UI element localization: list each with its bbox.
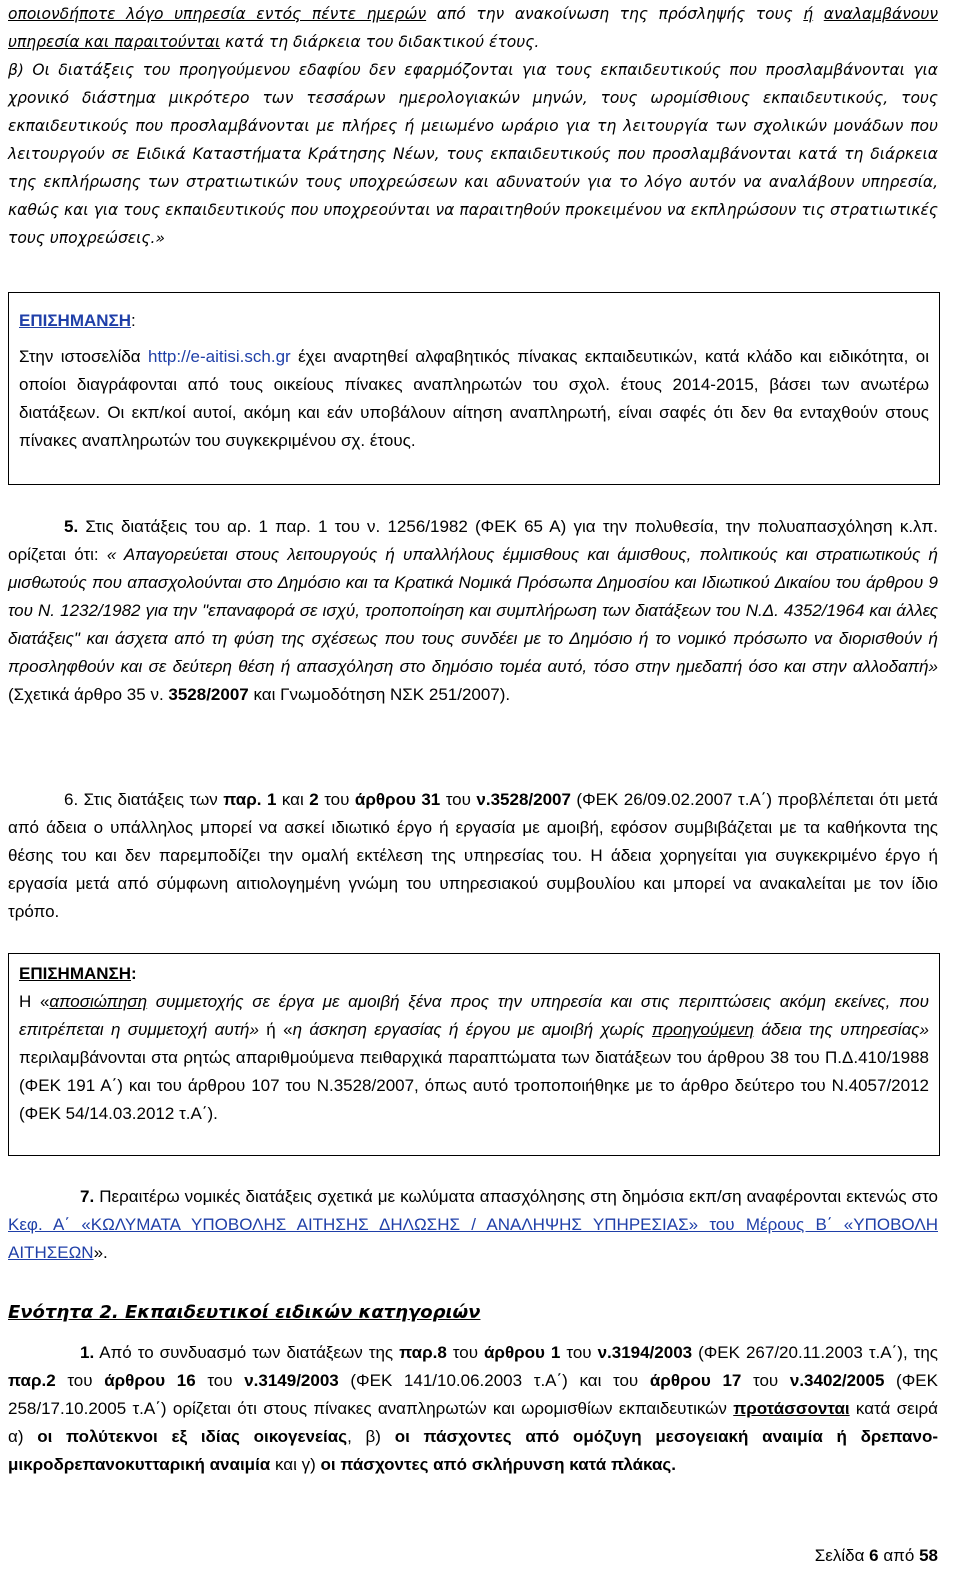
item-number: 1. xyxy=(80,1343,95,1362)
paragraph-b-body: β) Οι διατάξεις του προηγούμενου εδαφίου δεν εφαρμόζονται για τους εκπαιδευτικούς που προσλαμβάνονται για χρονικό διάστημα μικρότερο των τεσσάρων ημερολογιακών μηνών, τους ωρομίσθιους εκπαιδευτικούς, τους εκπαιδευτικούς που προσλαμβάνονται με πλήρες ή μειωμένο ωράριο για τη λειτουργία των σχολικών μονάδων που λειτουργούν σε Ειδικά Καταστήματα Κράτησης Νέων, τους εκπαιδευτικούς που προσλαμβάνονται κατά τη διάρκεια της εκπλήρωσης των στρατιωτικών τους υποχρεώσεων και αδυνατούν για το λόγο αυτόν να αναλάβουν υπηρεσία, καθώς και για τους εκπαιδευτικούς που υποχρεούνται να παραιτηθούν προκειμένου να εκπληρώσουν τις στρατιωτικές τους υποχρεώσεις.» xyxy=(8,61,938,247)
text-span: του xyxy=(560,1343,598,1362)
underlined-text: ή xyxy=(803,5,814,23)
section-2-paragraph-1 xyxy=(8,1339,938,1479)
notice-title: ΕΠΙΣΗΜΑΝΣΗ xyxy=(19,311,132,330)
notice-1-text xyxy=(19,343,929,455)
item-5-text xyxy=(8,513,938,709)
text-span: του xyxy=(741,1371,790,1390)
item-5 xyxy=(8,513,938,709)
text-span: ή « xyxy=(258,1020,293,1039)
bold-underlined-text: προτάσσονται xyxy=(733,1399,850,1418)
bold-text: οι πολύτεκνοι εξ ιδίας οικογενείας xyxy=(37,1427,348,1446)
footer-label: Σελίδα xyxy=(814,1546,870,1565)
bold-text: άρθρου 1 xyxy=(483,1343,561,1362)
text-span: (ΦΕΚ 267/20.11.2003 τ.Α΄), της xyxy=(692,1343,939,1362)
item-7 xyxy=(8,1183,938,1267)
bold-text: παρ. 1 xyxy=(223,790,277,809)
footer-of: από xyxy=(878,1546,920,1565)
text-span: του xyxy=(440,790,477,809)
page-number: 6 xyxy=(869,1546,879,1565)
item-6 xyxy=(8,786,938,926)
text-span: του xyxy=(318,790,355,809)
text-span: του xyxy=(195,1371,245,1390)
notice-box-2 xyxy=(8,953,940,1156)
bold-text: ν.3149/2003 xyxy=(244,1371,339,1390)
text-span: (ΦΕΚ 258/17.10.2005 τ.Α΄) ορίζεται ότι στους πίνακες αναπληρωτών και ωρομισθίων εκπαιδευτικών xyxy=(8,1371,938,1418)
chapter-a-link[interactable]: Κεφ. Α΄ «ΚΩΛΥΜΑΤΑ ΥΠΟΒΟΛΗΣ ΑΙΤΗΣΗΣ ΔΗΛΩΣΗΣ / ΑΝΑΛΗΨΗΣ ΥΠΗΡΕΣΙΑΣ» του Μέρους Β΄ «ΥΠΟΒΟΛΗ ΑΙΤΗΣΕΩΝ xyxy=(8,1215,938,1262)
notice-2-text xyxy=(19,988,929,1128)
text-span: του xyxy=(446,1343,484,1362)
bold-text: άρθρου 31 xyxy=(354,790,441,809)
item-number: 5. xyxy=(64,517,79,536)
text-span: κατά σειρά α) xyxy=(8,1399,938,1446)
text-span: Περαιτέρω νομικές διατάξεις σχετικά με κωλύματα απασχόλησης στη δημόσια εκπ/ση αναφέρονται εκτενώς στο xyxy=(94,1187,938,1206)
text-span: κατά τη διάρκεια του διδακτικού έτους. xyxy=(220,33,540,51)
notice-heading xyxy=(19,960,929,988)
bold-text: 2 xyxy=(309,790,319,809)
text-span: , β) xyxy=(347,1427,395,1446)
bold-text: άρθρου 17 xyxy=(649,1371,742,1390)
notice-box-1 xyxy=(8,292,940,485)
text-span: και γ) xyxy=(270,1455,321,1474)
text-span: (Σχετικά άρθρο 35 ν. xyxy=(8,685,169,704)
notice-heading xyxy=(19,307,929,335)
paragraph-b xyxy=(8,0,938,252)
text-span: και Γνωμοδότηση ΝΣΚ 251/2007). xyxy=(248,685,511,704)
e-aitisi-link[interactable]: http://e-aitisi.sch.gr xyxy=(148,347,291,366)
notice-colon: : xyxy=(131,964,137,983)
bold-text: 3528/2007 xyxy=(168,685,249,704)
italic-text: άδεια της υπηρεσίας» xyxy=(753,1020,929,1039)
notice-title: ΕΠΙΣΗΜΑΝΣΗ xyxy=(19,964,132,983)
text-span: Από το συνδυασμό των διατάξεων της xyxy=(94,1343,400,1362)
underlined-text: αναλαμβάνουν υπηρεσία και παραιτούνται xyxy=(8,5,938,51)
bold-text: οι πάσχοντες από σκλήρυνση κατά πλάκας. xyxy=(320,1455,676,1474)
text-span: Στην ιστοσελίδα xyxy=(19,347,149,366)
text-span: του xyxy=(55,1371,105,1390)
bold-text: ν.3528/2007 xyxy=(476,790,571,809)
text-span: από την ανακοίνωση της πρόσληψής τους xyxy=(426,5,804,23)
text-span: (ΦΕΚ 141/10.06.2003 τ.Α΄) και του xyxy=(338,1371,650,1390)
text-span: Η « xyxy=(19,992,50,1011)
item-6-text xyxy=(8,786,938,926)
text-span: έχει αναρτηθεί αλφαβητικός πίνακας εκπαιδευτικών, κατά κλάδο και ειδικότητα, οι οποίοι διαγράφονται από τους οικείους πίνακες αναπληρωτών του σχολ. έτους 2014-2015, βάσει των ανωτέρω διατάξεων. Οι εκπ/κοί αυτοί, ακόμη και εάν υποβάλουν αίτηση αναπληρωτή, είναι σαφές ότι δεν θα ενταχθούν στους πίνακες αναπληρωτών του συγκεκριμένου σχ. έτους. xyxy=(19,347,929,450)
page-footer xyxy=(815,1546,938,1566)
bold-text: ν.3402/2005 xyxy=(789,1371,885,1390)
text-span: περιλαμβάνονται στα ρητώς απαριθμούμενα πειθαρχικά παραπτώματα των διατάξεων του άρθρου 38 του Π.Δ.410/1988 (ΦΕΚ 191 Α΄) και του άρθρου 107 του Ν.3528/2007, όπως αυτό τροποποιήθηκε με το άρθρο δεύτερο του Ν.4057/2012 (ΦΕΚ 54/14.03.2012 τ.Α΄). xyxy=(19,1048,929,1123)
section-2-title: Ενότητα 2. Εκπαιδευτικοί ειδικών κατηγοριών xyxy=(8,1302,481,1323)
bold-text: παρ.8 xyxy=(399,1343,447,1362)
text-span: (ΦΕΚ 26/09.02.2007 τ.Α΄) προβλέπεται ότι μετά από άδεια ο υπάλληλος μπορεί να ασκεί ιδιωτικό έργο ή εργασία με αμοιβή, εφόσον συμβιβάζεται με τα καθήκοντα της θέσης του και δεν παρεμποδίζει την ομαλή εκτέλεση της υπηρεσίας του. Η άδεια χορηγείται για συγκεκριμένο έργο ή εργασία μετά από σύμφωνη αιτιολογημένη γνώμη του υπηρεσιακού συμβουλίου και μπορεί να ανακαλείται με τον ίδιο τρόπο. xyxy=(8,790,938,921)
underlined-text: αποσιώπηση xyxy=(49,992,148,1011)
notice-colon: : xyxy=(131,311,136,330)
item-number: 7. xyxy=(80,1187,95,1206)
italic-text: συμμετοχής σε έργα με αμοιβή ξένα προς την υπηρεσία και στις περιπτώσεις ακόμη εκείνες, που επιτρέπεται η συμμετοχή αυτή» xyxy=(19,992,929,1039)
bold-text: οι πάσχοντες από ομόζυγη μεσογειακή αναιμία ή δρεπανο-μικροδρεπανοκυτταρική αναιμία xyxy=(8,1427,939,1474)
underlined-text: προηγούμενη xyxy=(651,1020,754,1039)
italic-text: η άσκηση εργασίας ή έργου με αμοιβή χωρίς xyxy=(292,1020,652,1039)
item-7-text xyxy=(8,1183,938,1267)
total-pages: 58 xyxy=(919,1546,938,1565)
bold-text: παρ.2 xyxy=(8,1371,56,1390)
paragraph-b-intro xyxy=(8,0,938,56)
bold-text: άρθρου 16 xyxy=(104,1371,196,1390)
text-span: Στις διατάξεις του αρ. 1 παρ. 1 του ν. 1256/1982 (ΦΕΚ 65 Α) για την πολυθεσία, την πολυαπασχόληση κ.λπ. ορίζεται ότι: xyxy=(8,517,938,564)
text-span: και xyxy=(276,790,310,809)
text-span: ». xyxy=(93,1243,108,1262)
text-span: 6. Στις διατάξεις των xyxy=(64,790,224,809)
underlined-text: οποιονδήποτε λόγο υπηρεσία εντός πέντε ημερών xyxy=(8,5,427,23)
section-2 xyxy=(8,1302,938,1479)
bold-text: ν.3194/2003 xyxy=(597,1343,693,1362)
quote-text: « Απαγορεύεται στους λειτουργούς ή υπαλλήλους έμμισθους και άμισθους, πολιτικούς και στρατιωτικούς ή μισθωτούς που απασχολούνται στο Δημόσιο και τα Κρατικά Νομικά Πρόσωπα Δημοσίου και Ιδιωτικού Δικαίου του άρθρου 9 του Ν. 1232/1982 για την "επαναφορά σε ισχύ, τροποποίηση και συμπλήρωση των διατάξεων του Ν.Δ. 4352/1964 και άλλες διατάξεις" και άσχετα από τη φύση της σχέσεως που τους συνδέει με το Δημόσιο ή το νομικό πρόσωπο να διορισθούν ή προσληφθούν και σε δεύτερη θέση ή απασχόληση στο δημόσιο τομέα αυτό, τόσο στην ημεδαπή όσο και στην αλλοδαπή» xyxy=(8,545,938,676)
